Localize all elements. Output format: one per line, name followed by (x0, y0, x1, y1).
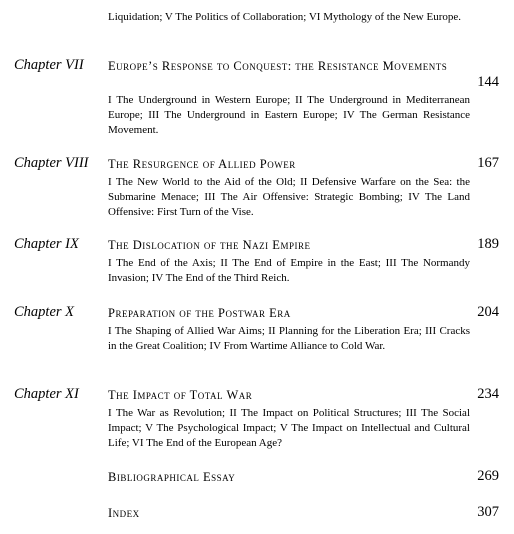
chapter-page-number: 144 (477, 74, 499, 90)
chapter-label: Chapter VII (14, 57, 84, 73)
chapter-title: The Dislocation of the Nazi Empire (108, 238, 311, 252)
back-matter-page-number: 307 (477, 504, 499, 520)
chapter-title: The Resurgence of Allied Power (108, 157, 296, 171)
chapter-page-number: 167 (477, 155, 499, 171)
back-matter-title: Bibliographical Essay (108, 470, 236, 484)
chapter-page-number: 234 (477, 386, 499, 402)
continuation-text: Liquidation; V The Politics of Collaboration; VI Mythology of the New Europe. (108, 11, 461, 23)
chapter-title: The Impact of Total War (108, 388, 253, 402)
chapter-label: Chapter X (14, 304, 75, 320)
chapter-title: Europe’s Response to Conquest: the Resistance Movements (108, 59, 448, 73)
chapter-subsections: I The New World to the Aid of the Old; II Defensive Warfare on the Sea: the Submarine Menace; III The Air Offensive: Strategic Bombing; IV The Land Offensive: First Turn of the Vise. (108, 176, 470, 218)
chapter-title: Preparation of the Postwar Era (108, 306, 291, 320)
chapter-label: Chapter XI (14, 386, 79, 402)
chapter-label: Chapter IX (14, 236, 79, 252)
chapter-subsections: I The End of the Axis; II The End of Empire in the East; III The Normandy Invasion; IV The End of the Third Reich. (108, 257, 470, 284)
chapter-page-number: 204 (477, 304, 499, 320)
chapter-subsections: I The War as Revolution; II The Impact on Political Structures; III The Social Impact; V The Psychological Impact; V The Impact on Intellectual and Cultural Life; VI The End of the European Age? (108, 407, 470, 449)
chapter-subsections: I The Underground in Western Europe; II The Underground in Mediterranean Europe; III The Underground in Eastern Europe; IV The German Resistance Movement. (108, 94, 470, 136)
back-matter-page-number: 269 (477, 468, 499, 484)
chapter-page-number: 189 (477, 236, 499, 252)
chapter-label: Chapter VIII (14, 155, 89, 171)
chapter-subsections: I The Shaping of Allied War Aims; II Planning for the Liberation Era; III Cracks in the Great Coalition; IV From Wartime Alliance to Cold War. (108, 325, 470, 352)
back-matter-title: Index (108, 506, 140, 520)
